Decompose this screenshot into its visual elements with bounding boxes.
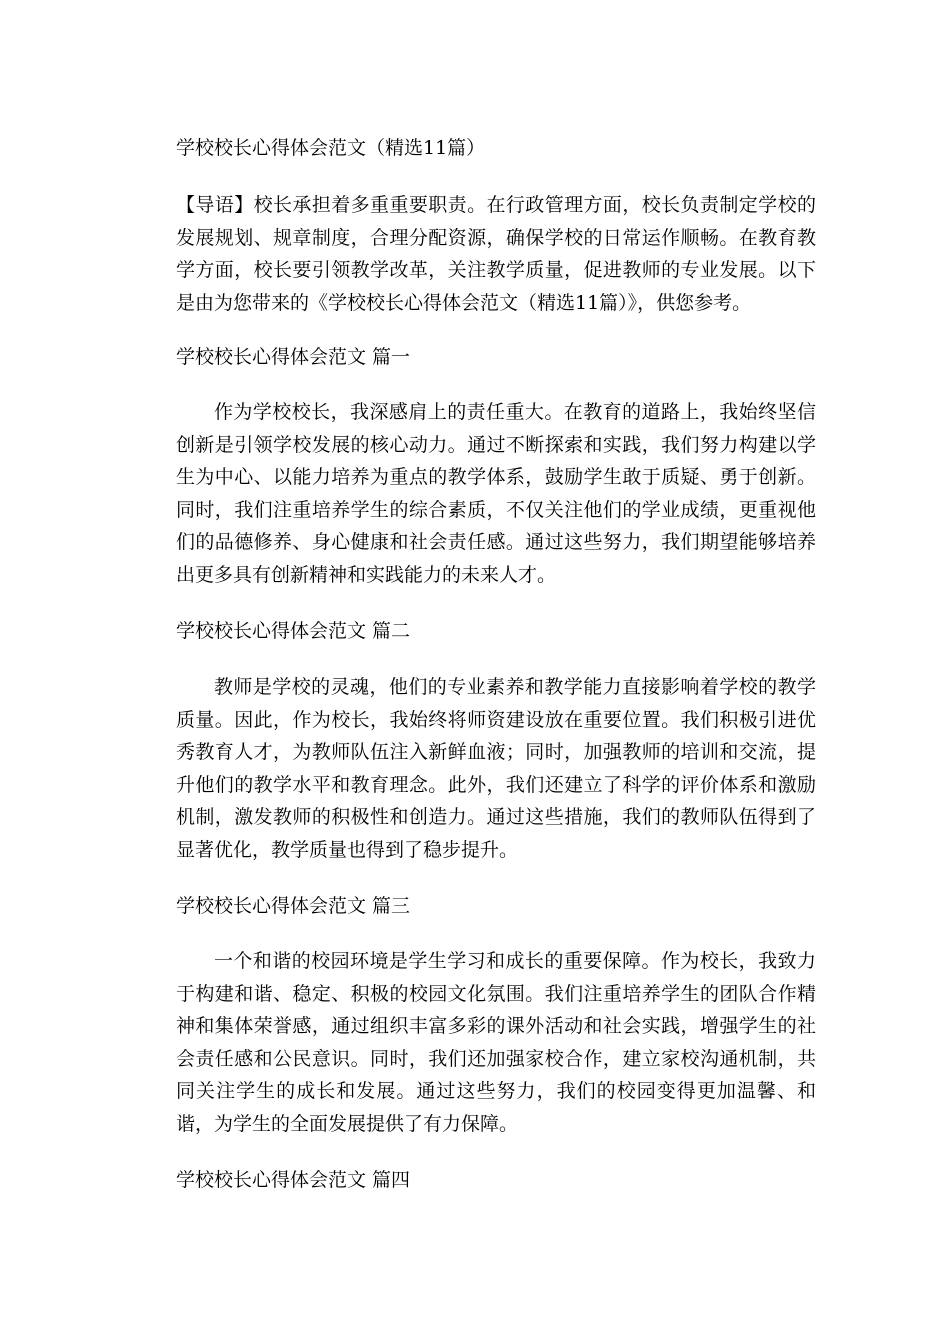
section-heading-4: 学校校长心得体会范文 篇四 xyxy=(176,1169,411,1191)
section-body-3: 一个和谐的校园环境是学生学习和成长的重要保障。作为校长，我致力于构建和谐、稳定、积极的校园文化氛围。我们注重培养学生的团队合作精神和集体荣誉感，通过组织丰富多彩的课外活动和社会实践，增强学生的社会责任感和公民意识。同时，我们还加强家校合作，建立家校沟通机制，共同关注学生的成长和发展。通过这些努力，我们的校园变得更加温馨、和谐，为学生的全面发展提供了有力保障。 xyxy=(176,950,816,1135)
intro-paragraph: 【导语】校长承担着多重重要职责。在行政管理方面，校长负责制定学校的发展规划、规章制度，合理分配资源，确保学校的日常运作顺畅。在教育教学方面，校长要引领教学改革，关注教学质量，促进教师的专业发展。以下是由为您带来的《学校校长心得体会范文（精选11篇）》，供您参考。 xyxy=(176,194,816,314)
section-heading-3: 学校校长心得体会范文 篇三 xyxy=(176,895,411,917)
document-title: 学校校长心得体会范文（精选11篇） xyxy=(176,137,486,159)
section-body-1: 作为学校校长，我深感肩上的责任重大。在教育的道路上，我始终坚信创新是引领学校发展的核心动力。通过不断探索和实践，我们努力构建以学生为中心、以能力培养为重点的教学体系，鼓励学生敢于质疑、勇于创新。同时，我们注重培养学生的综合素质，不仅关注他们的学业成绩，更重视他们的品德修养、身心健康和社会责任感。通过这些努力，我们期望能够培养出更多具有创新精神和实践能力的未来人才。 xyxy=(176,401,816,586)
section-body-2: 教师是学校的灵魂，他们的专业素养和教学能力直接影响着学校的教学质量。因此，作为校长，我始终将师资建设放在重要位置。我们积极引进优秀教育人才，为教师队伍注入新鲜血液；同时，加强教师的培训和交流，提升他们的教学水平和教育理念。此外，我们还建立了科学的评价体系和激励机制，激发教师的积极性和创造力。通过这些措施，我们的教师队伍得到了显著优化，教学质量也得到了稳步提升。 xyxy=(176,676,816,861)
section-heading-2: 学校校长心得体会范文 篇二 xyxy=(176,620,411,642)
section-heading-1: 学校校长心得体会范文 篇一 xyxy=(176,346,411,368)
